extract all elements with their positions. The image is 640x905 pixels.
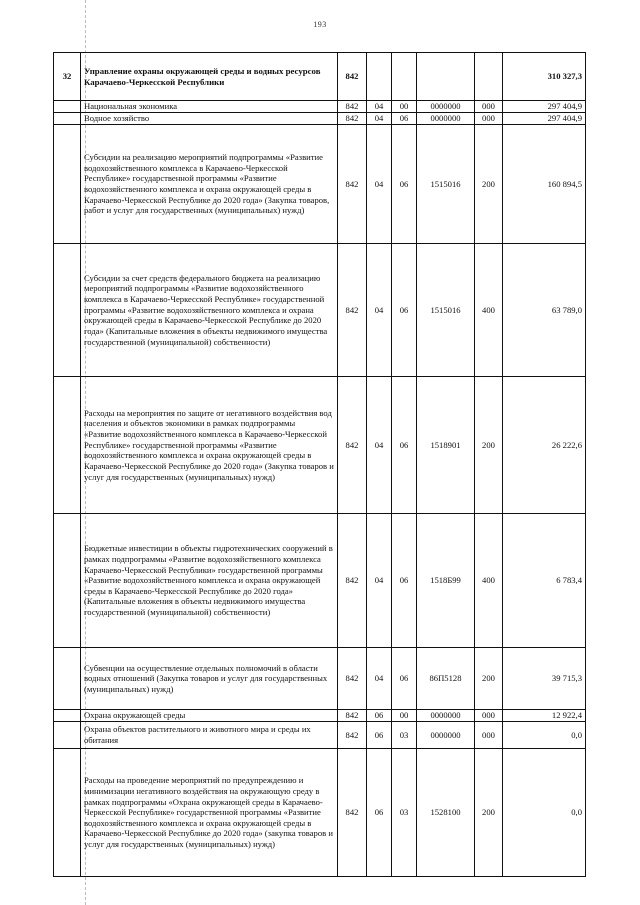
ved-code: 842 <box>338 710 367 722</box>
amount: 0,0 <box>503 749 586 877</box>
table-row <box>54 113 586 125</box>
amount: 26 222,6 <box>503 377 586 514</box>
row-title: Бюджетные инвестиции в объекты гидротехнических сооружений в рамках подпрограммы «Развитие водохозяйственного комплекса Карачаево-Черкесской Республики» государственной программы «Развитие водохозяйственного комплекса и охрана окружающей среды в Карачаево-Черкесской Республике до 2020 года» (Капитальные вложения в объекты недвижимого имущества государственной (муниципальной) собственности) <box>81 514 338 648</box>
table-row <box>54 722 586 749</box>
vr-code: 200 <box>475 648 503 710</box>
ved-code: 842 <box>338 648 367 710</box>
rz-code: 06 <box>367 749 392 877</box>
row-number <box>54 377 81 514</box>
pr-code: 06 <box>392 648 417 710</box>
rz-code: 04 <box>367 125 392 244</box>
csr-code: 1515016 <box>417 125 475 244</box>
row-title: Расходы на проведение мероприятий по предупреждению и минимизации негативного воздействия на окружающую среду в рамках подпрограммы «Охрана окружающей среды в Карачаево-Черкесской Республике» государственной программы «Развитие водохозяйственного комплекса и охрана окружающей среды в Карачаево-Черкесской Республике до 2020 года» (закупка товаров и услуг для государственных (муниципальных) нужд) <box>81 749 338 877</box>
csr-code <box>417 53 475 101</box>
row-title: Субсидии на реализацию мероприятий подпрограммы «Развитие водохозяйственного комплекса в Карачаево-Черкесской Республике» государственной программы «Развитие водохозяйственного комплекса и охрана окружающей среды в Карачаево-Черкесской Республике до 2020 года» (Закупка товаров, работ и услуг для государственных (муниципальных) нужд) <box>81 125 338 244</box>
rz-code <box>367 53 392 101</box>
table-row <box>54 710 586 722</box>
csr-code: 0000000 <box>417 101 475 113</box>
pr-code: 03 <box>392 722 417 749</box>
vr-code: 000 <box>475 101 503 113</box>
row-number <box>54 648 81 710</box>
rz-code: 04 <box>367 113 392 125</box>
csr-code: 1518Б99 <box>417 514 475 648</box>
row-number <box>54 710 81 722</box>
budget-table <box>53 52 586 877</box>
vr-code: 400 <box>475 514 503 648</box>
amount: 6 783,4 <box>503 514 586 648</box>
table-row <box>54 53 586 101</box>
row-number <box>54 113 81 125</box>
rz-code: 04 <box>367 101 392 113</box>
row-number <box>54 514 81 648</box>
rz-code: 04 <box>367 377 392 514</box>
ved-code: 842 <box>338 377 367 514</box>
row-number <box>54 101 81 113</box>
ved-code: 842 <box>338 125 367 244</box>
row-title: Субвенции на осуществление отдельных полномочий в области водных отношений (Закупка товаров и услуг для государственных (муниципальных) нужд) <box>81 648 338 710</box>
row-number <box>54 244 81 377</box>
pr-code: 06 <box>392 514 417 648</box>
rz-code: 04 <box>367 244 392 377</box>
table-row <box>54 749 586 877</box>
amount: 310 327,3 <box>503 53 586 101</box>
csr-code: 86П5128 <box>417 648 475 710</box>
ved-code: 842 <box>338 514 367 648</box>
page-number: 193 <box>313 20 327 29</box>
amount: 297 404,9 <box>503 113 586 125</box>
ved-code: 842 <box>338 101 367 113</box>
csr-code: 1528100 <box>417 749 475 877</box>
pr-code: 06 <box>392 377 417 514</box>
vr-code: 000 <box>475 722 503 749</box>
amount: 0,0 <box>503 722 586 749</box>
row-number <box>54 125 81 244</box>
row-title: Охрана объектов растительного и животного мира и среды их обитания <box>81 722 338 749</box>
amount: 160 894,5 <box>503 125 586 244</box>
pr-code: 06 <box>392 125 417 244</box>
table-row <box>54 244 586 377</box>
csr-code: 1515016 <box>417 244 475 377</box>
pr-code: 03 <box>392 749 417 877</box>
table-row <box>54 101 586 113</box>
csr-code: 1518901 <box>417 377 475 514</box>
amount: 63 789,0 <box>503 244 586 377</box>
row-title: Национальная экономика <box>81 101 338 113</box>
rz-code: 06 <box>367 710 392 722</box>
amount: 297 404,9 <box>503 101 586 113</box>
row-title: Охрана окружающей среды <box>81 710 338 722</box>
vr-code: 200 <box>475 377 503 514</box>
row-title: Субсидии за счет средств федерального бюджета на реализацию мероприятий подпрограммы «Развитие водохозяйственного комплекса в Карачаево-Черкесской Республике» государственной программы «Развитие водохозяйственного комплекса и охрана окружающей среды в Карачаево-Черкесской Республике до 2020 года» (Капитальные вложения в объекты недвижимого имущества государственной (муниципальной) собственности) <box>81 244 338 377</box>
vr-code: 200 <box>475 749 503 877</box>
rz-code: 06 <box>367 722 392 749</box>
vr-code: 200 <box>475 125 503 244</box>
csr-code: 0000000 <box>417 722 475 749</box>
vr-code: 000 <box>475 113 503 125</box>
csr-code: 0000000 <box>417 710 475 722</box>
pr-code <box>392 53 417 101</box>
row-title: Управление охраны окружающей среды и водных ресурсов Карачаево-Черкесской Республики <box>81 53 338 101</box>
table-row <box>54 377 586 514</box>
pr-code: 00 <box>392 710 417 722</box>
row-number: 32 <box>54 53 81 101</box>
vr-code <box>475 53 503 101</box>
ved-code: 842 <box>338 722 367 749</box>
rz-code: 04 <box>367 514 392 648</box>
ved-code: 842 <box>338 244 367 377</box>
ved-code: 842 <box>338 53 367 101</box>
ved-code: 842 <box>338 749 367 877</box>
row-title: Водное хозяйство <box>81 113 338 125</box>
csr-code: 0000000 <box>417 113 475 125</box>
pr-code: 06 <box>392 244 417 377</box>
row-title: Расходы на мероприятия по защите от негативного воздействия вод населения и объектов экономики в рамках подпрограммы «Развитие водохозяйственного комплекса в Карачаево-Черкесской Республике» государственной программы «Развитие водохозяйственного комплекса и охрана окружающей среды в Карачаево-Черкесской Республике до 2020 года» (Закупка товаров и услуг для государственных (муниципальных) нужд) <box>81 377 338 514</box>
vr-code: 400 <box>475 244 503 377</box>
row-number <box>54 749 81 877</box>
table-row <box>54 514 586 648</box>
vr-code: 000 <box>475 710 503 722</box>
amount: 12 922,4 <box>503 710 586 722</box>
pr-code: 06 <box>392 113 417 125</box>
pr-code: 00 <box>392 101 417 113</box>
table-row <box>54 648 586 710</box>
row-number <box>54 722 81 749</box>
rz-code: 04 <box>367 648 392 710</box>
ved-code: 842 <box>338 113 367 125</box>
amount: 39 715,3 <box>503 648 586 710</box>
table-row <box>54 125 586 244</box>
